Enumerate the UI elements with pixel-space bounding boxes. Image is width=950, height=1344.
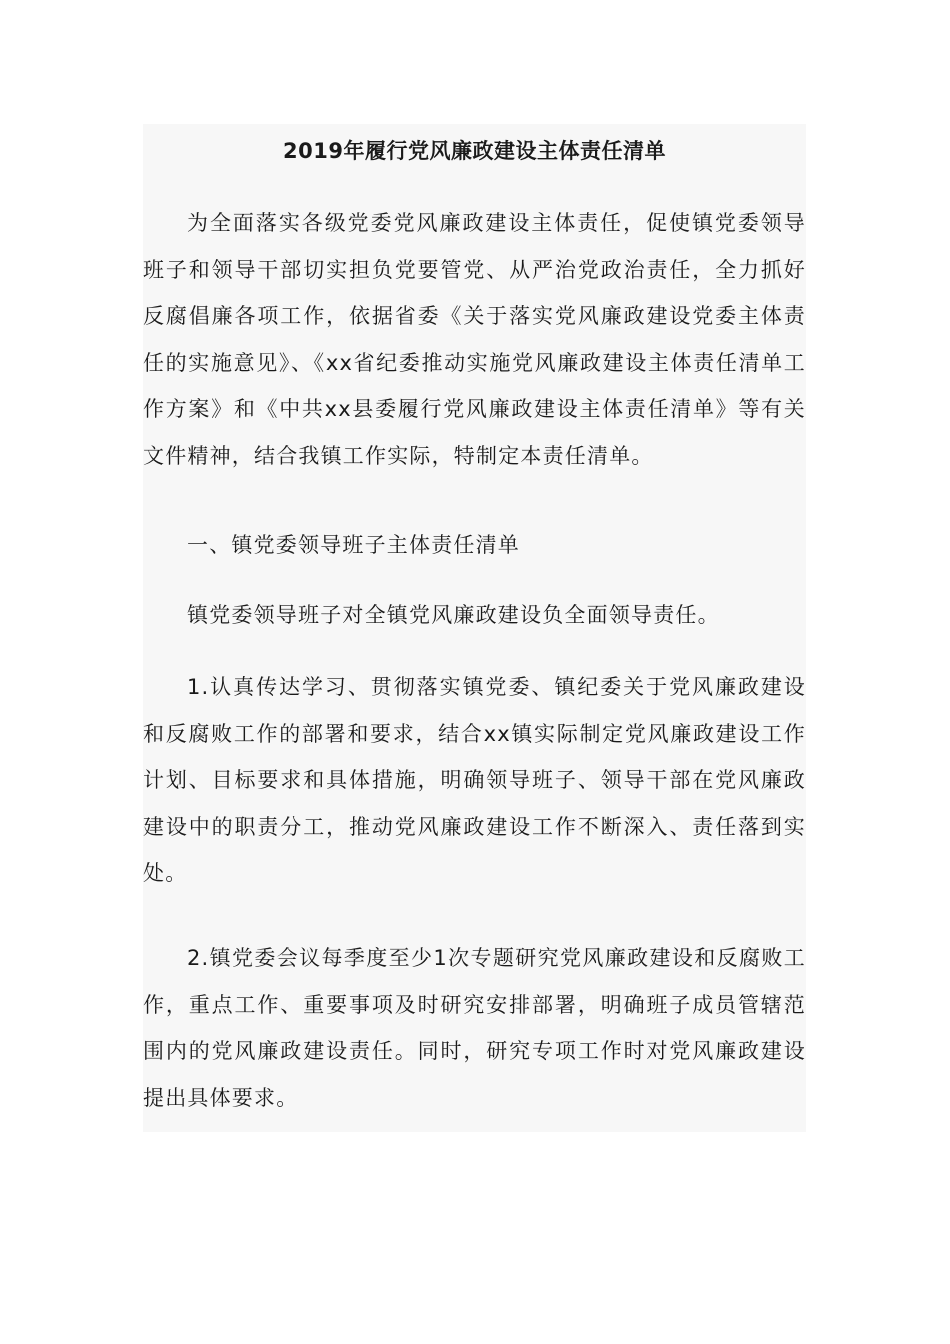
list-item-2: 2.镇党委会议每季度至少1次专题研究党风廉政建设和反腐败工作，重点工作、重要事项及时研究安排部署，明确班子成员管辖范围内的党风廉政建设责任。同时，研究专项工作时对党风廉政建设提出具体要求。 (143, 946, 806, 1110)
list-item-1: 1.认真传达学习、贯彻落实镇党委、镇纪委关于党风廉政建设和反腐败工作的部署和要求，结合xx镇实际制定党风廉政建设工作计划、目标要求和具体措施，明确领导班子、领导干部在党风廉政建设中的职责分工，推动党风廉政建设工作不断深入、责任落到实处。 (143, 675, 806, 885)
intro-paragraph: 为全面落实各级党委党风廉政建设主体责任，促使镇党委领导班子和领导干部切实担负党要管党、从严治党政治责任，全力抓好反腐倡廉各项工作，依据省委《关于落实党风廉政建设党委主体责任的实施意见》、《xx省纪委推动实施党风廉政建设主体责任清单工作方案》和《中共xx县委履行党风廉政建设主体责任清单》等有关文件精神，结合我镇工作实际，特制定本责任清单。 (143, 211, 806, 468)
section-heading: 一、镇党委领导班子主体责任清单 (187, 533, 520, 557)
document-title: 2019年履行党风廉政建设主体责任清单 (283, 139, 666, 163)
section-lead-paragraph: 镇党委领导班子对全镇党风廉政建设负全面领导责任。 (187, 603, 720, 627)
document-content (143, 0, 806, 1344)
